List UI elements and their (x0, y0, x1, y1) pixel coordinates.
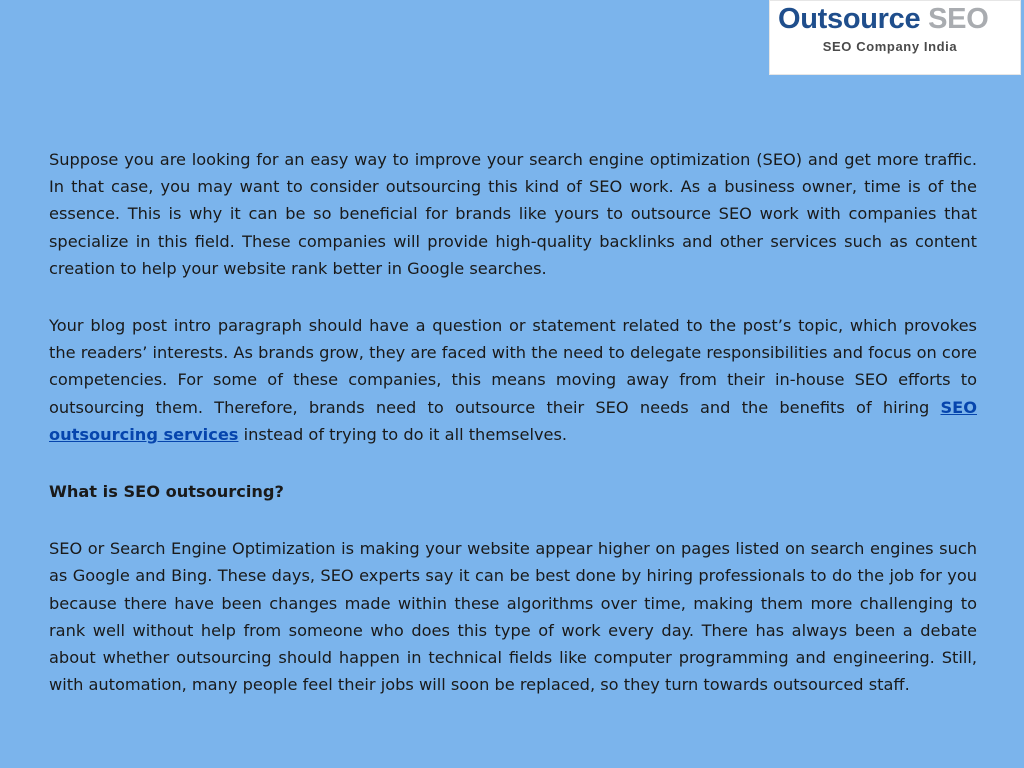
intro-paragraph: Suppose you are looking for an easy way to improve your search engine optimization (SEO) and get more traffic. In that case, you may want to consider outsourcing this kind of SEO work. As a business owner, time is of the essence. This is why it can be so beneficial for brands like yours to outsource SEO work with companies that specialize in this field. These companies will provide high-quality backlinks and other services such as content creation to help your website rank better in Google searches. (49, 150, 977, 278)
second-paragraph (49, 312, 977, 448)
company-logo (769, 0, 1021, 75)
seo-outsourcing-services-link[interactable]: SEO outsourcing services (49, 397, 977, 444)
third-paragraph: SEO or Search Engine Optimization is making your website appear higher on pages listed on search engines such as Google and Bing. These days, SEO experts say it can be best done by hiring professionals to do the job for you because there have been changes made within these algorithms over time, making them more challenging to rank well without help from someone who does this type of work every day. There has always been a debate about whether outsourcing should happen in technical fields like computer programming and engineering. Still, with automation, many people feel their jobs will soon be replaced, so they turn towards outsourced staff. (49, 539, 977, 695)
logo-word-outsource: Outsource (778, 3, 921, 35)
second-paragraph-text-start: Your blog post intro paragraph should have a question or statement related to the post’s topic, which provokes the readers’ interests. As brands grow, they are faced with the need to delegate responsibilities and focus on core competencies. For some of these companies, this means moving away from their in-house SEO efforts to outsourcing them. Therefore, brands need to outsource their SEO needs and the benefits of hiring (49, 316, 977, 417)
logo-wordmark (778, 1, 988, 37)
logo-word-seo: SEO (928, 3, 989, 35)
second-paragraph-text-end: instead of trying to do it all themselves. (238, 424, 568, 444)
logo-tagline: SEO Company India (822, 39, 958, 54)
section-heading: What is SEO outsourcing? (49, 482, 284, 502)
article-body (49, 146, 977, 728)
